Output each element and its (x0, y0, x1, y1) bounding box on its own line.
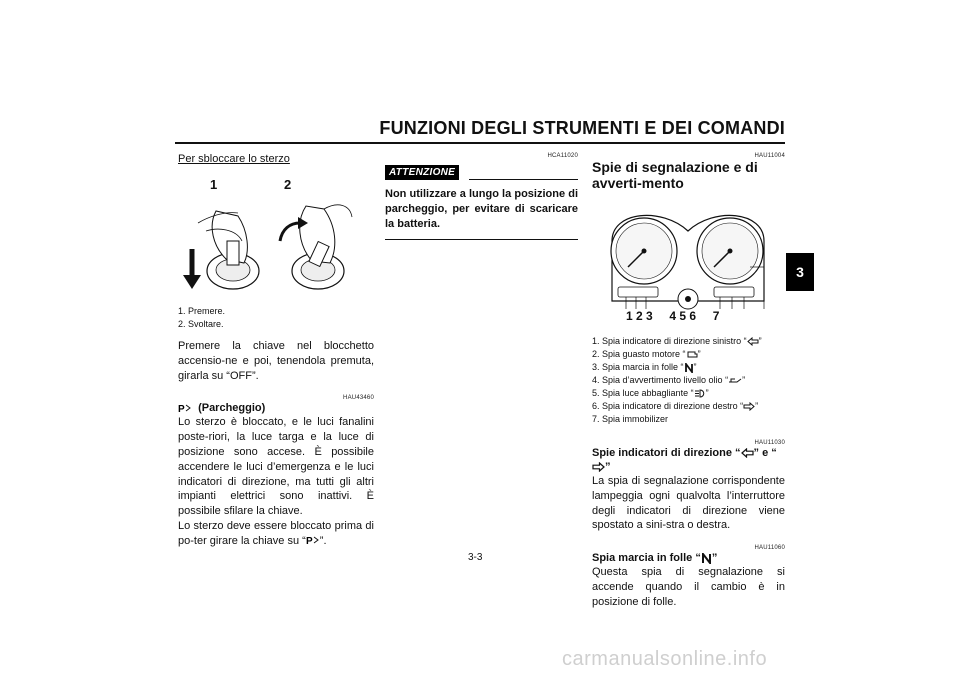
parking-note-text: Lo sterzo deve essere bloccato prima di po-ter girare la chiave su “ (178, 519, 374, 547)
parking-description: Lo sterzo è bloccato, e le luci fanalini poste-riori, la luce targa e la luce di posizione sono accese. È possibile accendere le luci d’emergenza e le luci indicatori di direzione, ma tutti gli altri impianti elettrici sono inattivi. È possibile sfilare la chiave. (178, 416, 374, 518)
turn-signal-description: La spia di segnalazione corrispondente lampeggia ogni qualvolta l’interruttore degli indicatori di direzione viene spostato a sini-stra o destra. (592, 475, 785, 532)
high-beam-icon (694, 389, 706, 398)
attention-bottom-rule (385, 239, 578, 240)
legend-item-2: 2. Spia guasto motore “ ” (592, 349, 701, 359)
legend-item-5: 5. Spia luce abbagliante “ ” (592, 388, 709, 398)
unlock-steering-heading: Per sbloccare lo sterzo (178, 153, 290, 165)
watermark[interactable]: carmanualsonline.info (562, 648, 768, 670)
page-header (175, 118, 785, 146)
unlock-instructions: Premere la chiave nel blocchetto accensio-ne e poi, tenendola premuta, girarla su “OFF”. (178, 340, 374, 382)
svg-text:P: P (305, 536, 313, 547)
figure-label-2: 2 (284, 177, 292, 192)
column-middle (385, 153, 578, 240)
column-right (592, 153, 785, 610)
key-illustration (178, 171, 374, 301)
instrument-cluster-illustration (592, 201, 785, 323)
parking-icon-inline (306, 535, 320, 546)
turn-signal-subhead: Spie indicatori di direzione “ ” e “” (592, 447, 777, 473)
turn-left-icon-inline (741, 448, 754, 458)
attention-box (385, 159, 578, 179)
parking-subhead-text: (Parcheggio) (198, 402, 266, 415)
legend-item-1: 1. Spia indicatore di direzione sinistro “ ” (592, 336, 762, 346)
attention-code: HCA11020 (547, 153, 578, 159)
parking-note-end: ”. (319, 534, 327, 547)
parking-subhead (178, 401, 374, 415)
section-code-2: HAU11030 (754, 440, 785, 446)
chapter-tab[interactable]: 3 (786, 253, 814, 291)
section-code: HAU43460 (343, 395, 374, 402)
parking-icon (178, 403, 192, 414)
instrument-figure-labels: 1 2 3 4 5 6 7 (626, 309, 720, 323)
svg-text:P: P (178, 403, 185, 414)
turn-right-icon (743, 402, 755, 411)
page-title: FUNZIONI DEGLI STRUMENTI E DEI COMANDI (379, 118, 785, 138)
caption-2: 2. Svoltare. (178, 319, 224, 329)
section-code-3: HAU11060 (754, 545, 785, 552)
attention-label: ATTENZIONE (385, 165, 459, 180)
engine-icon (686, 350, 698, 359)
key-figure (178, 171, 374, 301)
neutral-icon-inline (701, 553, 712, 564)
instrument-figure (592, 201, 785, 323)
parking-note (178, 519, 374, 549)
section-code-1: HAU11004 (754, 153, 785, 159)
neutral-subhead: Spia marcia in folle “ ” (592, 552, 718, 565)
attention-warning: Non utilizzare a lungo la posizione di parcheggio, per evitare di scaricare la batteria. (385, 188, 578, 230)
turn-left-icon (747, 337, 759, 346)
legend-item-7: 7. Spia immobilizer (592, 414, 669, 424)
caption-1: 1. Premere. (178, 306, 226, 316)
legend-item-6: 6. Spia indicatore di direzione destro “ ” (592, 401, 759, 411)
figure-label-1: 1 (210, 177, 218, 192)
indicator-legend (592, 335, 785, 426)
neutral-icon (684, 363, 694, 373)
turn-right-icon-inline (592, 462, 605, 472)
figure-captions (178, 305, 374, 331)
neutral-description: Questa spia di segnalazione si accende quando il cambio è in posizione di folle. (592, 566, 785, 608)
oil-level-icon (728, 376, 742, 385)
warning-lights-heading: Spie di segnalazione e di avverti-mento (592, 159, 758, 191)
legend-item-3: 3. Spia marcia in folle “ ” (592, 362, 697, 372)
header-rule (175, 142, 785, 144)
attention-rule (469, 179, 578, 180)
legend-item-4: 4. Spia d’avvertimento livello olio “ ” (592, 375, 746, 385)
page-number: 3-3 (468, 552, 483, 563)
column-left (178, 153, 374, 549)
